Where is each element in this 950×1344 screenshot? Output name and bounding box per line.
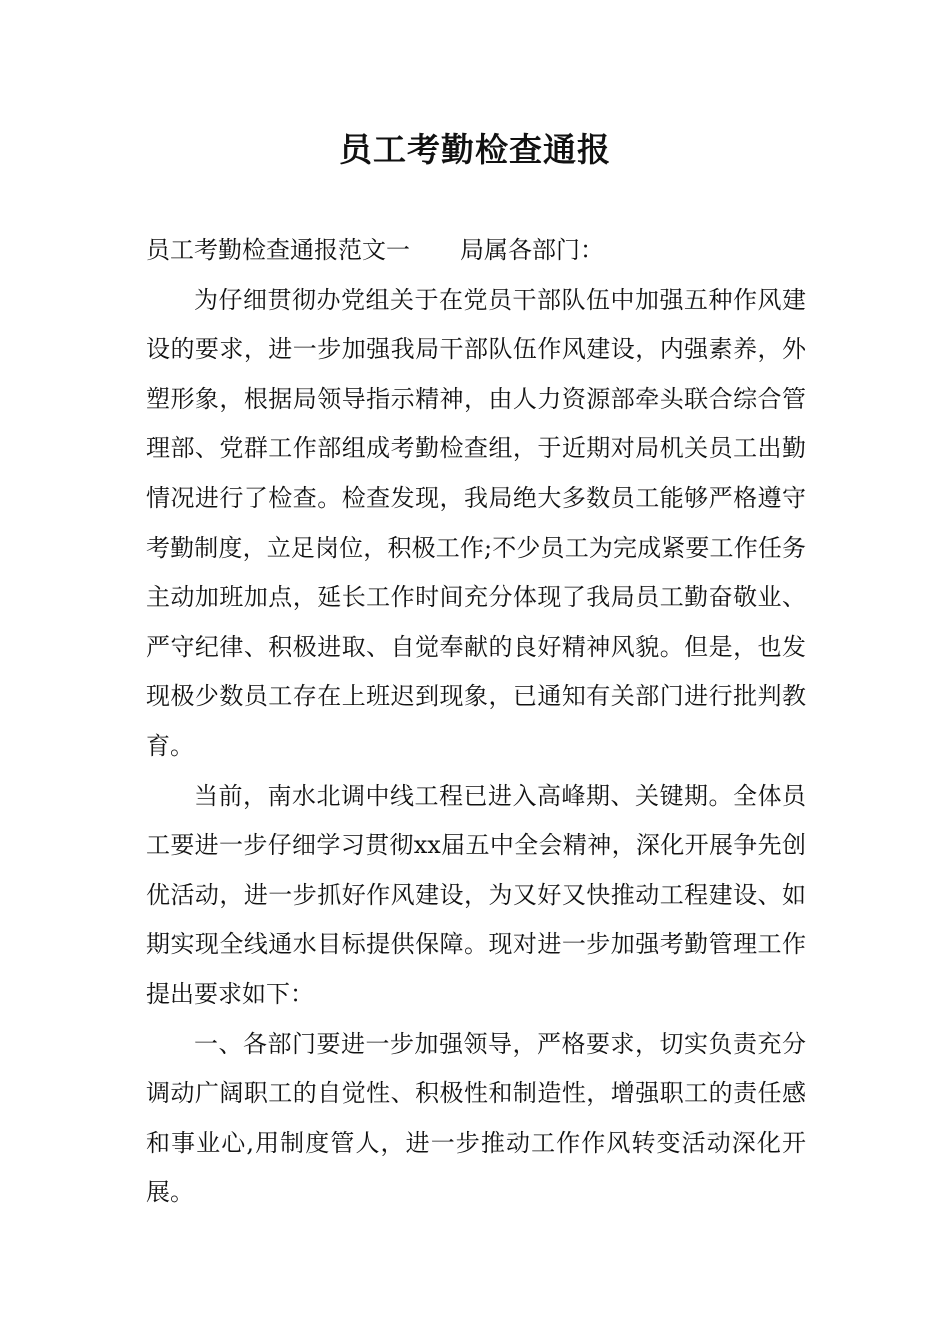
opening-line xyxy=(146,226,806,276)
document-subtitle: 员工考勤检查通报范文一 xyxy=(146,236,410,264)
salutation: 局属各部门： xyxy=(460,236,604,264)
document-title: 员工考勤检查通报 xyxy=(339,130,611,169)
paragraph-1: 为仔细贯彻办党组关于在党员干部队伍中加强五种作风建设的要求，进一步加强我局干部队伍作风建设，内强素养，外塑形象，根据局领导指示精神，由人力资源部牵头联合综合管理部、党群工作部组成考勤检查组，于近期对局机关员工出勤情况进行了检查。检查发现，我局绝大多数员工能够严格遵守考勤制度，立足岗位，积极工作;不少员工为完成紧要工作任务主动加班加点，延长工作时间充分体现了我局员工勤奋敬业、严守纪律、积极进取、自觉奉献的良好精神风貌。但是，也发现极少数员工存在上班迟到现象，已通知有关部门进行批判教育。 xyxy=(146,285,806,760)
paragraph-2: 当前，南水北调中线工程已进入高峰期、关键期。全体员工要进一步仔细学习贯彻xx届五中全会精神，深化开展争先创优活动，进一步抓好作风建设，为又好又快推动工程建设、如期实现全线通水目标提供保障。现对进一步加强考勤管理工作提出要求如下： xyxy=(146,781,806,1008)
document-body xyxy=(146,226,806,1218)
paragraph-3: 一、各部门要进一步加强领导，严格要求，切实负责充分调动广阔职工的自觉性、积极性和制造性，增强职工的责任感和事业心,用制度管人，进一步推动工作作风转变活动深化开展。 xyxy=(146,1029,806,1207)
